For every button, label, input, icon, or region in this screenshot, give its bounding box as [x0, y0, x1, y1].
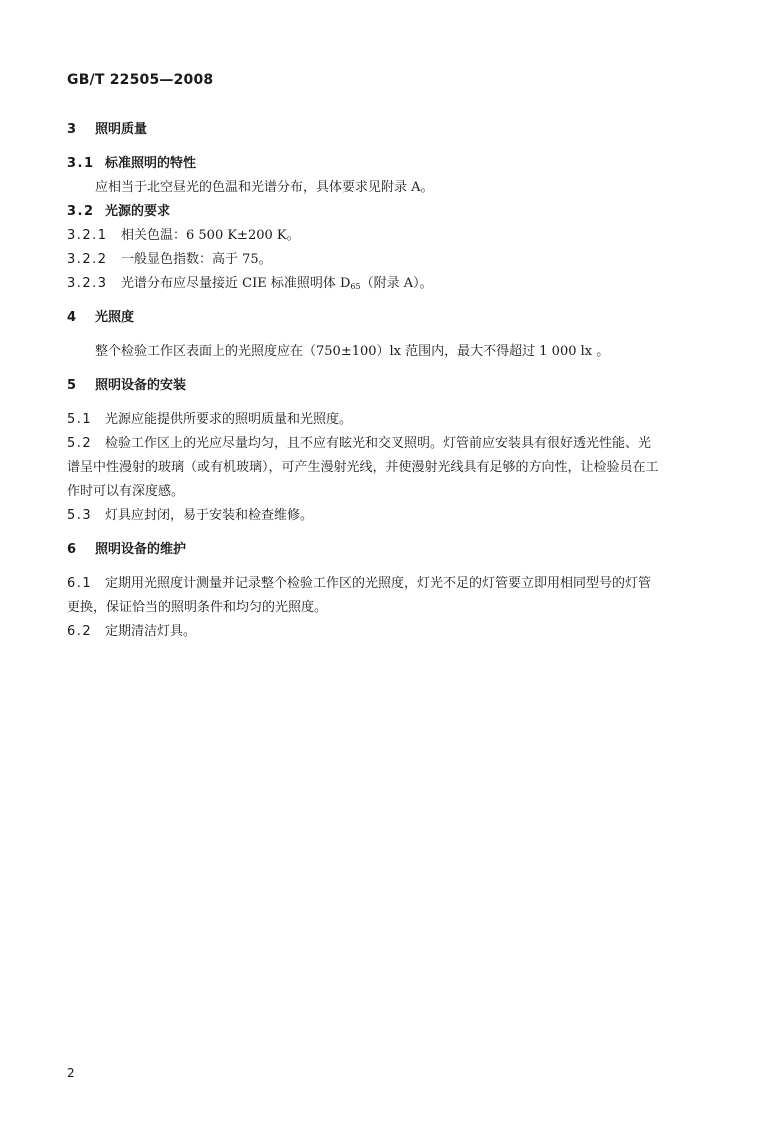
clause-3-2-2 [67, 248, 717, 272]
clause-6-2 [67, 620, 717, 644]
clause-text-tail: （附录 A）。 [360, 276, 433, 291]
clause-3-1-text: 应相当于北空昼光的色温和光谱分布，具体要求见附录 A。 [95, 180, 434, 195]
section-number: 4 [67, 310, 78, 325]
clause-title: 标准照明的特性 [105, 156, 197, 171]
clause-number: 5.1 [67, 412, 93, 427]
clause-text: 灯具应封闭，易于安装和检查维修。 [105, 508, 314, 523]
clause-text: 检验工作区上的光应尽量均匀，且不应有眩光和交叉照明。灯管前应安装具有很好透光性能、光 [105, 436, 652, 451]
clause-title: 光源的要求 [105, 204, 171, 219]
clause-6-1-line-2: 更换，保证恰当的照明条件和均匀的光照度。 [67, 600, 328, 615]
clause-number: 3.1 [67, 156, 95, 171]
section-title: 照明设备的安装 [95, 378, 187, 393]
clause-number: 5.3 [67, 508, 93, 523]
clause-text: 光谱分布应尽量接近 CIE 标准照明体 D [121, 276, 351, 291]
clause-number: 5.2 [67, 436, 93, 451]
section-number: 3 [67, 122, 78, 137]
illuminant-subscript: 65 [350, 282, 361, 291]
section-4-text: 整个检验工作区表面上的光照度应在（750±100）lx 范围内，最大不得超过 1 000 lx 。 [95, 344, 610, 359]
section-title: 光照度 [95, 310, 135, 325]
clause-text: 相关色温：6 500 K±200 K。 [121, 228, 300, 243]
section-3-2-heading [67, 200, 717, 224]
clause-number: 3.2.2 [67, 252, 108, 267]
clause-6-1-line-1 [67, 572, 717, 596]
section-3-heading [67, 118, 717, 142]
section-number: 5 [67, 378, 78, 393]
clause-5-2-line-2: 谱呈中性漫射的玻璃（或有机玻璃），可产生漫射光线，并使漫射光线具有足够的方向性，让检验员在工 [67, 460, 659, 475]
section-6-heading [67, 538, 717, 562]
page-number: 2 [67, 1066, 75, 1080]
clause-text: 光源应能提供所要求的照明质量和光照度。 [105, 412, 353, 427]
clause-5-2-line-1 [67, 432, 717, 456]
clause-3-2-1 [67, 224, 717, 248]
section-3-1-heading [67, 152, 717, 176]
clause-text: 定期清洁灯具。 [105, 624, 197, 639]
clause-text: 一般显色指数：高于 75。 [121, 252, 272, 267]
document-body [67, 118, 717, 644]
clause-number: 3.2.1 [67, 228, 108, 243]
clause-5-2-line-3: 作时可以有深度感。 [67, 484, 185, 499]
section-4-heading [67, 306, 717, 330]
clause-number: 6.2 [67, 624, 93, 639]
section-5-heading [67, 374, 717, 398]
clause-5-3 [67, 504, 717, 528]
clause-number: 3.2 [67, 204, 95, 219]
clause-number: 6.1 [67, 576, 93, 591]
clause-5-1 [67, 408, 717, 432]
section-title: 照明质量 [95, 122, 148, 137]
standard-number: GB/T 22505—2008 [67, 72, 214, 88]
clause-3-2-3 [67, 272, 717, 296]
clause-text: 定期用光照度计测量并记录整个检验工作区的光照度，灯光不足的灯管要立即用相同型号的灯管 [105, 576, 652, 591]
section-title: 照明设备的维护 [95, 542, 187, 557]
clause-number: 3.2.3 [67, 276, 108, 291]
section-number: 6 [67, 542, 78, 557]
